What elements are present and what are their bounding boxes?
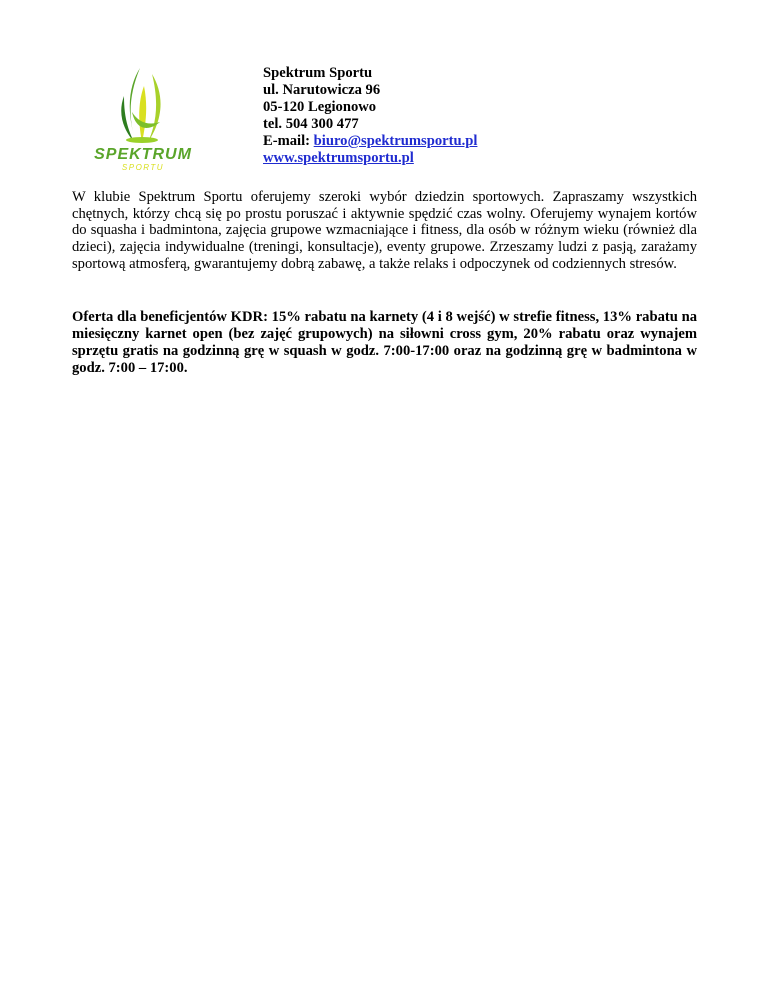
email-line bbox=[263, 133, 477, 150]
logo-graphic bbox=[68, 66, 218, 178]
logo-wordmark: SPEKTRUM bbox=[94, 146, 192, 163]
company-name: Spektrum Sportu bbox=[263, 65, 373, 81]
logo-subtitle: SPORTU bbox=[121, 163, 165, 172]
website-link[interactable]: www.spektrumsportu.pl bbox=[263, 150, 414, 166]
street-address: ul. Narutowicza 96 bbox=[263, 82, 381, 98]
website-line bbox=[263, 150, 477, 167]
intro-paragraph: W klubie Spektrum Sportu oferujemy szeroki wybór dziedzin sportowych. Zapraszamy wszystkich chętnych, którzy chcą się po prostu poruszać i aktywnie spędzić czas wolny. Oferujemy wynajem kortów do squasha i badmintona, zajęcia grupowe wzmacniające i fitness, dla osób w różnym wieku (również dla dzieci), zajęcia indywidualne (treningi, konsultacje), eventy grupowe. Zrzeszamy ludzi z pasją, zarażamy sportową atmosferą, gwarantujemy dobrą zabawę, a także relaks i odpoczynek od codziennych stresów. bbox=[72, 189, 697, 272]
email-link[interactable]: biuro@spektrumsportu.pl bbox=[313, 133, 478, 149]
spektrum-sportu-logo bbox=[68, 66, 218, 178]
city-address: 05-120 Legionowo bbox=[263, 99, 377, 115]
contact-block bbox=[263, 65, 477, 167]
email-label: E-mail: bbox=[263, 133, 314, 149]
phone-number: tel. 504 300 477 bbox=[263, 116, 359, 132]
offer-paragraph: Oferta dla beneficjentów KDR: 15% rabatu na karnety (4 i 8 wejść) w strefie fitness, 13% rabatu na miesięczny karnet open (bez zajęć grupowych) na siłowni cross gym, 20% rabatu oraz wynajem sprzętu gratis na godzinną grę w squash w godz. 7:00-17:00 oraz na godzinną grę w badmintona w godz. 7:00 – 17:00. bbox=[72, 309, 697, 376]
